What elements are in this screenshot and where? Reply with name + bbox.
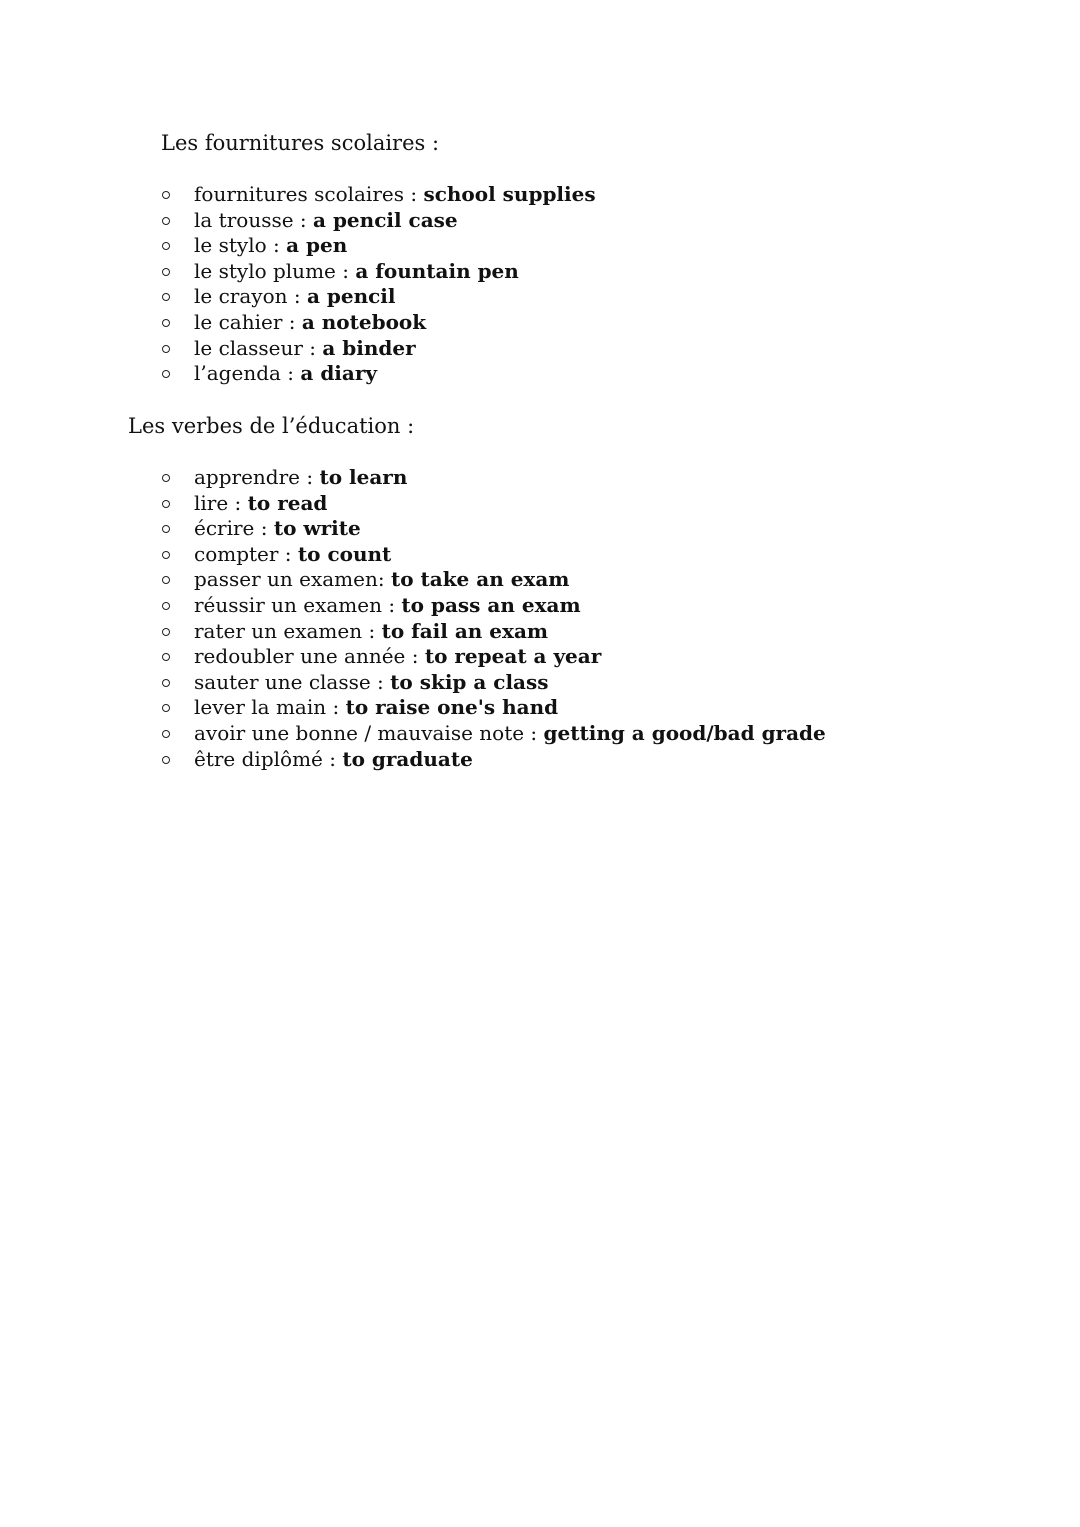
french-term: écrire : bbox=[194, 516, 274, 541]
french-term: redoubler une année : bbox=[194, 644, 425, 669]
french-term: le crayon : bbox=[194, 284, 307, 309]
bullet-circle-icon bbox=[162, 551, 170, 559]
list-item bbox=[160, 361, 596, 387]
bullet-circle-icon bbox=[162, 730, 170, 738]
list-item bbox=[160, 208, 596, 234]
vocabulary-list-education-verbs bbox=[160, 465, 826, 772]
french-term: le stylo : bbox=[194, 233, 287, 258]
list-item bbox=[160, 670, 826, 696]
vocabulary-list-school-supplies bbox=[160, 182, 596, 387]
bullet-circle-icon bbox=[162, 704, 170, 712]
english-translation: to repeat a year bbox=[424, 644, 602, 669]
english-translation: to graduate bbox=[342, 746, 473, 771]
english-translation: a pen bbox=[286, 233, 348, 258]
french-term: l’agenda : bbox=[194, 361, 301, 386]
list-item bbox=[160, 233, 596, 259]
section-heading-education-verbs: Les verbes de l’éducation : bbox=[128, 414, 415, 438]
bullet-circle-icon bbox=[162, 217, 170, 225]
english-translation: a pencil bbox=[306, 284, 396, 309]
french-term: apprendre : bbox=[194, 465, 320, 489]
list-item bbox=[160, 310, 596, 336]
list-item bbox=[160, 182, 596, 208]
bullet-circle-icon bbox=[162, 345, 170, 353]
english-translation: a fountain pen bbox=[355, 258, 519, 283]
english-translation: a diary bbox=[300, 361, 378, 386]
section-heading-school-supplies: Les fournitures scolaires : bbox=[161, 131, 440, 155]
bullet-circle-icon bbox=[162, 679, 170, 687]
english-translation: getting a good/bad grade bbox=[543, 720, 826, 745]
french-term: le classeur : bbox=[194, 335, 323, 360]
english-translation: a pencil case bbox=[313, 207, 458, 232]
french-term: lever la main : bbox=[194, 695, 346, 720]
french-term: sauter une classe : bbox=[194, 669, 391, 694]
bullet-circle-icon bbox=[162, 268, 170, 276]
english-translation: to read bbox=[247, 490, 328, 515]
list-item bbox=[160, 721, 826, 747]
list-item bbox=[160, 619, 826, 645]
list-item bbox=[160, 593, 826, 619]
french-term: lire : bbox=[194, 490, 248, 515]
list-item bbox=[160, 516, 826, 542]
french-term: passer un examen: bbox=[194, 567, 391, 592]
bullet-circle-icon bbox=[162, 242, 170, 250]
list-item bbox=[160, 747, 826, 773]
english-translation: to pass an exam bbox=[401, 592, 581, 617]
bullet-circle-icon bbox=[162, 576, 170, 584]
english-translation: to take an exam bbox=[390, 567, 570, 592]
french-term: rater un examen : bbox=[194, 618, 382, 643]
french-term: le stylo plume : bbox=[194, 258, 356, 283]
list-item bbox=[160, 695, 826, 721]
english-translation: to learn bbox=[319, 465, 408, 489]
french-term: le cahier : bbox=[194, 309, 302, 334]
list-item bbox=[160, 465, 826, 491]
french-term: réussir un examen : bbox=[194, 592, 402, 617]
bullet-circle-icon bbox=[162, 293, 170, 301]
bullet-circle-icon bbox=[162, 756, 170, 764]
english-translation: a binder bbox=[322, 335, 416, 360]
english-translation: to write bbox=[273, 516, 361, 541]
french-term: la trousse : bbox=[194, 207, 314, 232]
bullet-circle-icon bbox=[162, 500, 170, 508]
french-term: fournitures scolaires : bbox=[194, 182, 424, 206]
english-translation: to skip a class bbox=[390, 669, 549, 694]
bullet-circle-icon bbox=[162, 525, 170, 533]
english-translation: a notebook bbox=[301, 309, 427, 334]
bullet-circle-icon bbox=[162, 191, 170, 199]
bullet-circle-icon bbox=[162, 474, 170, 482]
list-item bbox=[160, 284, 596, 310]
english-translation: to raise one's hand bbox=[345, 695, 559, 720]
bullet-circle-icon bbox=[162, 628, 170, 636]
list-item bbox=[160, 259, 596, 285]
english-translation: to count bbox=[297, 541, 392, 566]
list-item bbox=[160, 644, 826, 670]
bullet-circle-icon bbox=[162, 370, 170, 378]
french-term: compter : bbox=[194, 541, 298, 566]
list-item bbox=[160, 542, 826, 568]
list-item bbox=[160, 567, 826, 593]
french-term: être diplômé : bbox=[194, 746, 343, 771]
english-translation: school supplies bbox=[423, 182, 596, 206]
french-term: avoir une bonne / mauvaise note : bbox=[194, 720, 544, 745]
list-item bbox=[160, 336, 596, 362]
bullet-circle-icon bbox=[162, 653, 170, 661]
english-translation: to fail an exam bbox=[381, 618, 549, 643]
bullet-circle-icon bbox=[162, 602, 170, 610]
bullet-circle-icon bbox=[162, 319, 170, 327]
list-item bbox=[160, 491, 826, 517]
